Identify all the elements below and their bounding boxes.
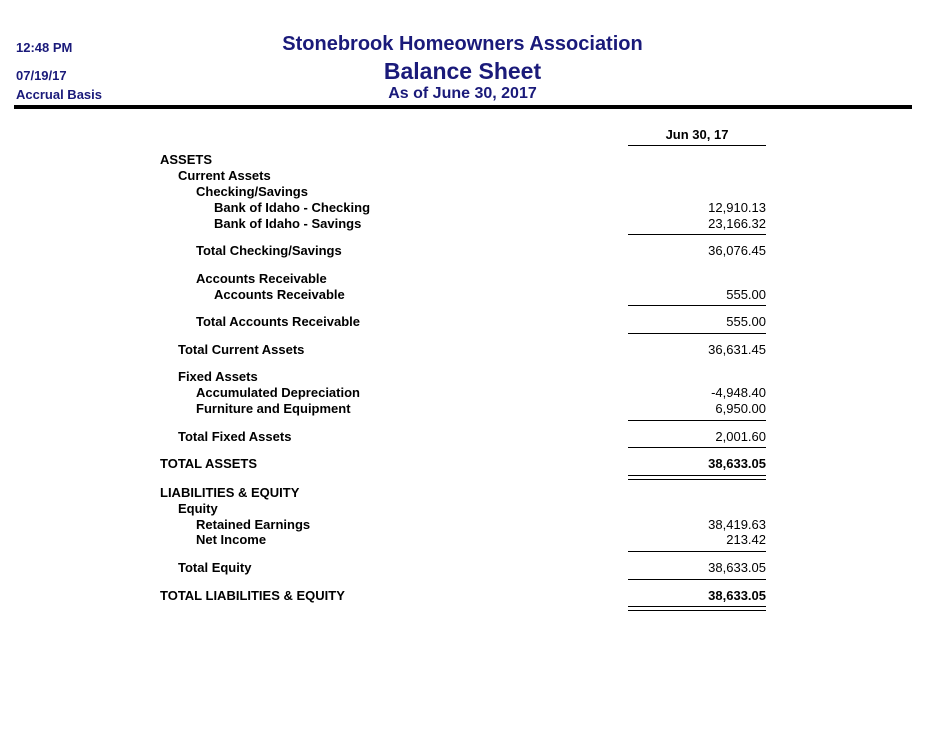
row-label: Current Assets <box>178 168 271 183</box>
row-label: Equity <box>178 501 218 516</box>
total-row <box>0 429 935 447</box>
account-row <box>0 216 935 234</box>
subtotal-line <box>628 420 766 421</box>
row-label: Net Income <box>196 532 267 547</box>
row-amount: 213.42 <box>726 532 766 547</box>
row-amount: 555.00 <box>726 287 766 302</box>
row-label: TOTAL ASSETS <box>160 456 258 471</box>
row-label: Accounts Receivable <box>214 287 345 302</box>
row-amount: 36,076.45 <box>708 243 766 258</box>
subtotal-line <box>628 305 766 306</box>
row-label: ASSETS <box>160 152 213 167</box>
header-divider <box>14 105 912 109</box>
total-row <box>0 560 935 578</box>
total-row <box>0 314 935 332</box>
row-amount: 36,631.45 <box>708 342 766 357</box>
account-row <box>0 287 935 305</box>
row-amount: 38,419.63 <box>708 517 766 532</box>
account-row <box>0 532 935 550</box>
report-date-range: As of June 30, 2017 <box>388 85 537 102</box>
row-label: Accounts Receivable <box>196 271 327 286</box>
row-label: Total Equity <box>178 560 252 575</box>
row-amount: 2,001.60 <box>715 429 766 444</box>
row-label: Fixed Assets <box>178 369 258 384</box>
row-label: Total Fixed Assets <box>178 429 292 444</box>
grand-total-row <box>0 456 935 474</box>
row-label: LIABILITIES & EQUITY <box>160 485 300 500</box>
row-amount: 38,633.05 <box>708 560 766 575</box>
row-amount: 555.00 <box>726 314 766 329</box>
row-amount: 12,910.13 <box>708 200 766 215</box>
grand-total-double-line <box>628 475 766 480</box>
report-date: 07/19/17 <box>16 68 67 83</box>
total-row <box>0 342 935 360</box>
subtotal-line <box>628 551 766 552</box>
row-label: Total Checking/Savings <box>196 243 342 258</box>
row-amount: 6,950.00 <box>715 401 766 416</box>
subtotal-line <box>628 234 766 235</box>
report-time: 12:48 PM <box>16 40 73 55</box>
total-row <box>0 243 935 261</box>
row-label: Retained Earnings <box>196 517 311 532</box>
row-label: TOTAL LIABILITIES & EQUITY <box>160 588 345 603</box>
row-label: Bank of Idaho - Checking <box>214 200 371 215</box>
column-header: Jun 30, 17 <box>665 127 729 142</box>
account-row <box>0 401 935 419</box>
row-amount: 38,633.05 <box>708 588 766 603</box>
row-label: Total Current Assets <box>178 342 305 357</box>
report-title: Balance Sheet <box>383 58 542 84</box>
row-label: Checking/Savings <box>196 184 308 199</box>
row-label: Total Accounts Receivable <box>196 314 360 329</box>
row-label: Accumulated Depreciation <box>196 385 360 400</box>
grand-total-row <box>0 588 935 606</box>
row-amount: 38,633.05 <box>708 456 766 471</box>
report-basis: Accrual Basis <box>16 87 102 102</box>
subtotal-line <box>628 333 766 334</box>
grand-total-double-line <box>628 606 766 611</box>
company-name: Stonebrook Homeowners Association <box>282 33 643 55</box>
row-amount: -4,948.40 <box>711 385 766 400</box>
row-amount: 23,166.32 <box>708 216 766 231</box>
subtotal-line <box>628 447 766 448</box>
row-label: Furniture and Equipment <box>196 401 351 416</box>
column-header-underline <box>628 145 766 146</box>
row-label: Bank of Idaho - Savings <box>214 216 362 231</box>
subtotal-line <box>628 579 766 580</box>
